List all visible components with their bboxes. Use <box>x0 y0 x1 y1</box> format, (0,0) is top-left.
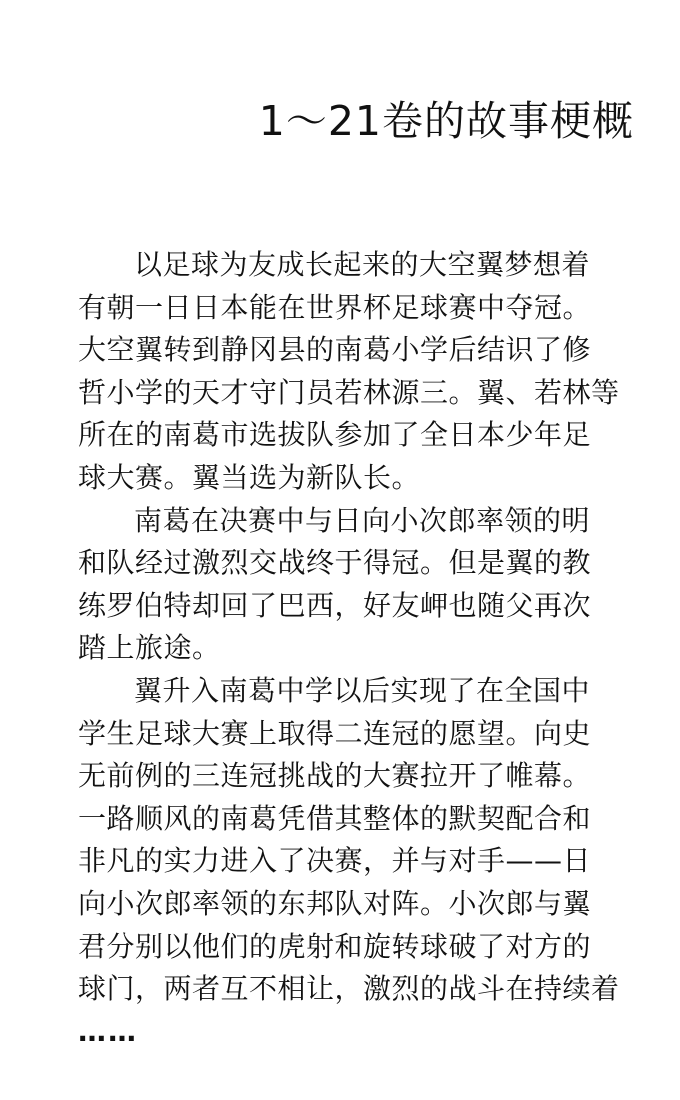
text-line: 和队经过激烈交战终于得冠。但是翼的教 <box>78 546 592 580</box>
text-line: 君分别以他们的虎射和旋转球破了对方的 <box>78 929 592 963</box>
text-line: 无前例的三连冠挑战的大赛拉开了帷幕。 <box>78 759 592 793</box>
text-line: 翼升入南葛中学以后实现了在全国中 <box>134 673 591 707</box>
text-line: 球门，两者互不相让，激烈的战斗在持续着 <box>78 972 620 1006</box>
text-line: 南葛在决赛中与日向小次郎率领的明 <box>134 503 591 537</box>
text-line: 有朝一日日本能在世界杯足球赛中夺冠。 <box>78 290 592 324</box>
text-line: 以足球为友成长起来的大空翼梦想着 <box>134 248 591 281</box>
text-line: 球大赛。翼当选为新队长。 <box>78 460 421 494</box>
synopsis-body <box>78 244 638 1053</box>
text-line: 练罗伯特却回了巴西，好友岬也随父再次 <box>78 588 592 622</box>
text-line: 大空翼转到静冈县的南葛小学后结识了修 <box>78 333 592 367</box>
text-line: 哲小学的天才守门员若林源三。翼、若林等 <box>78 375 620 409</box>
text-line: 向小次郎率领的东邦队对阵。小次郎与翼 <box>78 886 592 920</box>
text-line: 一路顺风的南葛凭借其整体的默契配合和 <box>78 801 592 835</box>
page-title: 1～21卷的故事梗概 <box>258 97 634 145</box>
text-line: 学生足球大赛上取得二连冠的愿望。向史 <box>78 716 592 750</box>
text-line: 踏上旅途。 <box>78 631 221 665</box>
text-line: 非凡的实力进入了决赛，并与对手——日 <box>78 844 592 878</box>
text-line: 所在的南葛市选拔队参加了全日本少年足 <box>78 418 592 452</box>
ellipsis-line: …… <box>78 1014 138 1048</box>
